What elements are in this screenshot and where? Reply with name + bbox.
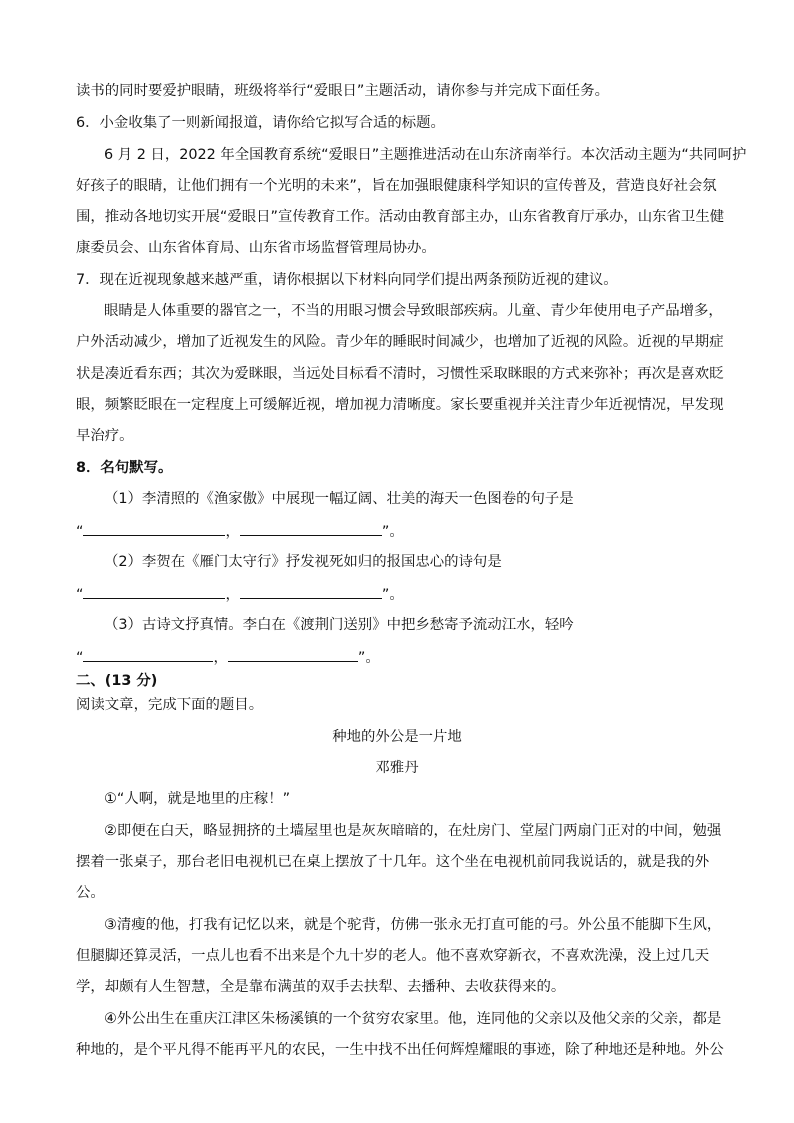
answer-blank[interactable] [228,647,358,662]
q6-passage-line: 6 月 2 日，2022 年全国教育系统“爱眼日”主题推进活动在山东济南举行。本次活动主题为“共同呵护 [104,147,747,163]
article-paragraph-line: 但腿脚还算灵活，一点儿也看不出来是个九十岁的老人。他不喜欢穿新衣，不喜欢洗澡，没上过几天 [76,948,710,964]
article-title: 种地的外公是一片地 [332,729,462,745]
article-paragraph-line: ③清瘦的他，打我有记忆以来，就是个驼背，仿佛一张永无打直可能的弓。外公虽不能脚下生风， [104,917,722,933]
q6-passage-line: 围，推动各地切实开展“爱眼日”宣传教育工作。活动由教育部主办，山东省教育厅承办，山东省卫生健 [76,209,725,225]
close-quote: ”。 [381,524,404,540]
question-7-stem: 7．现在近视现象越来越严重，请你根据以下材料向同学们提出两条预防近视的建议。 [76,272,618,288]
section-heading: 二、(13 分) [76,673,158,689]
answer-blank[interactable] [240,584,382,599]
q6-passage-line: 好孩子的眼睛，让他们拥有一个光明的未来”，旨在加强眼健康科学知识的宣传普及，营造良好社会氛 [76,178,717,194]
q7-passage-line: 早治疗。 [76,428,134,444]
article-paragraph-line: 种地的，是个平凡得不能再平凡的农民，一生中找不出任何辉煌耀眼的事迹，除了种地还是种地。外公 [76,1042,724,1058]
q8-item-1: （1）李清照的《渔家傲》中展现一幅辽阔、壮美的海天一色图卷的句子是 [104,491,574,507]
q8-answer-row-2 [76,584,736,605]
open-quote: “ [76,524,84,540]
article-paragraph-line: 公。 [76,885,105,901]
q7-passage-line: 户外活动减少，增加了近视发生的风险。青少年的睡眠时间减少，也增加了近视的风险。近视的早期症 [76,334,724,350]
q8-answer-row-1 [76,521,736,542]
comma: ， [225,524,240,540]
answer-blank[interactable] [83,521,225,536]
open-quote: “ [76,650,84,666]
answer-blank[interactable] [83,647,213,662]
question-8-stem: 8．名句默写。 [76,460,173,476]
q7-passage-line: 眼，频繁眨眼在一定程度上可缓解近视，增加视力清晰度。家长要重视并关注青少年近视情况，早发现 [76,397,724,413]
q8-item-3: （3）古诗文抒真情。李白在《渡荆门送别》中把乡愁寄予流动江水，轻吟 [104,617,574,633]
article-author: 邓雅丹 [375,760,419,776]
article-paragraph-line: 学，却颇有人生智慧，全是靠布满茧的双手去扶犁、去播种、去收获得来的。 [76,979,566,995]
close-quote: ”。 [381,587,404,603]
answer-blank[interactable] [240,521,382,536]
q7-passage-line: 眼睛是人体重要的器官之一，不当的用眼习惯会导致眼部疾病。儿童、青少年使用电子产品增多， [104,303,723,319]
article-paragraph-line: 摆着一张桌子，那台老旧电视机已在桌上摆放了十几年。这个坐在电视机前同我说话的，就是我的外 [76,854,710,870]
q6-passage-line: 康委员会、山东省体育局、山东省市场监督管理局协办。 [76,240,436,256]
q7-passage-line: 状是凑近看东西；其次为爱眯眼，当远处目标看不清时，习惯性采取眯眼的方式来弥补；再次是喜欢眨 [76,366,724,382]
open-quote: “ [76,587,84,603]
q8-answer-row-3 [76,647,736,668]
comma: ， [225,587,240,603]
answer-blank[interactable] [83,584,225,599]
article-paragraph-line: ④外公出生在重庆江津区朱杨溪镇的一个贫穷农家里。他，连同他的父亲以及他父亲的父亲，都是 [104,1011,722,1027]
close-quote: ”。 [357,650,380,666]
comma: ， [213,650,228,666]
section-instruction: 阅读文章，完成下面的题目。 [76,697,264,713]
q8-item-2: （2）李贺在《雁门太守行》抒发视死如归的报国忠心的诗句是 [104,554,502,570]
article-paragraph-line: ②即便在白天，略显拥挤的土墙屋里也是灰灰暗暗的，在灶房门、堂屋门两扇门正对的中间，勉强 [104,823,722,839]
intro-text: 读书的同时要爱护眼睛，班级将举行“爱眼日”主题活动，请你参与并完成下面任务。 [76,83,609,99]
question-6-stem: 6．小金收集了一则新闻报道，请你给它拟写合适的标题。 [76,115,445,131]
article-paragraph-line: ①“人啊，就是地里的庄稼！” [104,791,291,807]
